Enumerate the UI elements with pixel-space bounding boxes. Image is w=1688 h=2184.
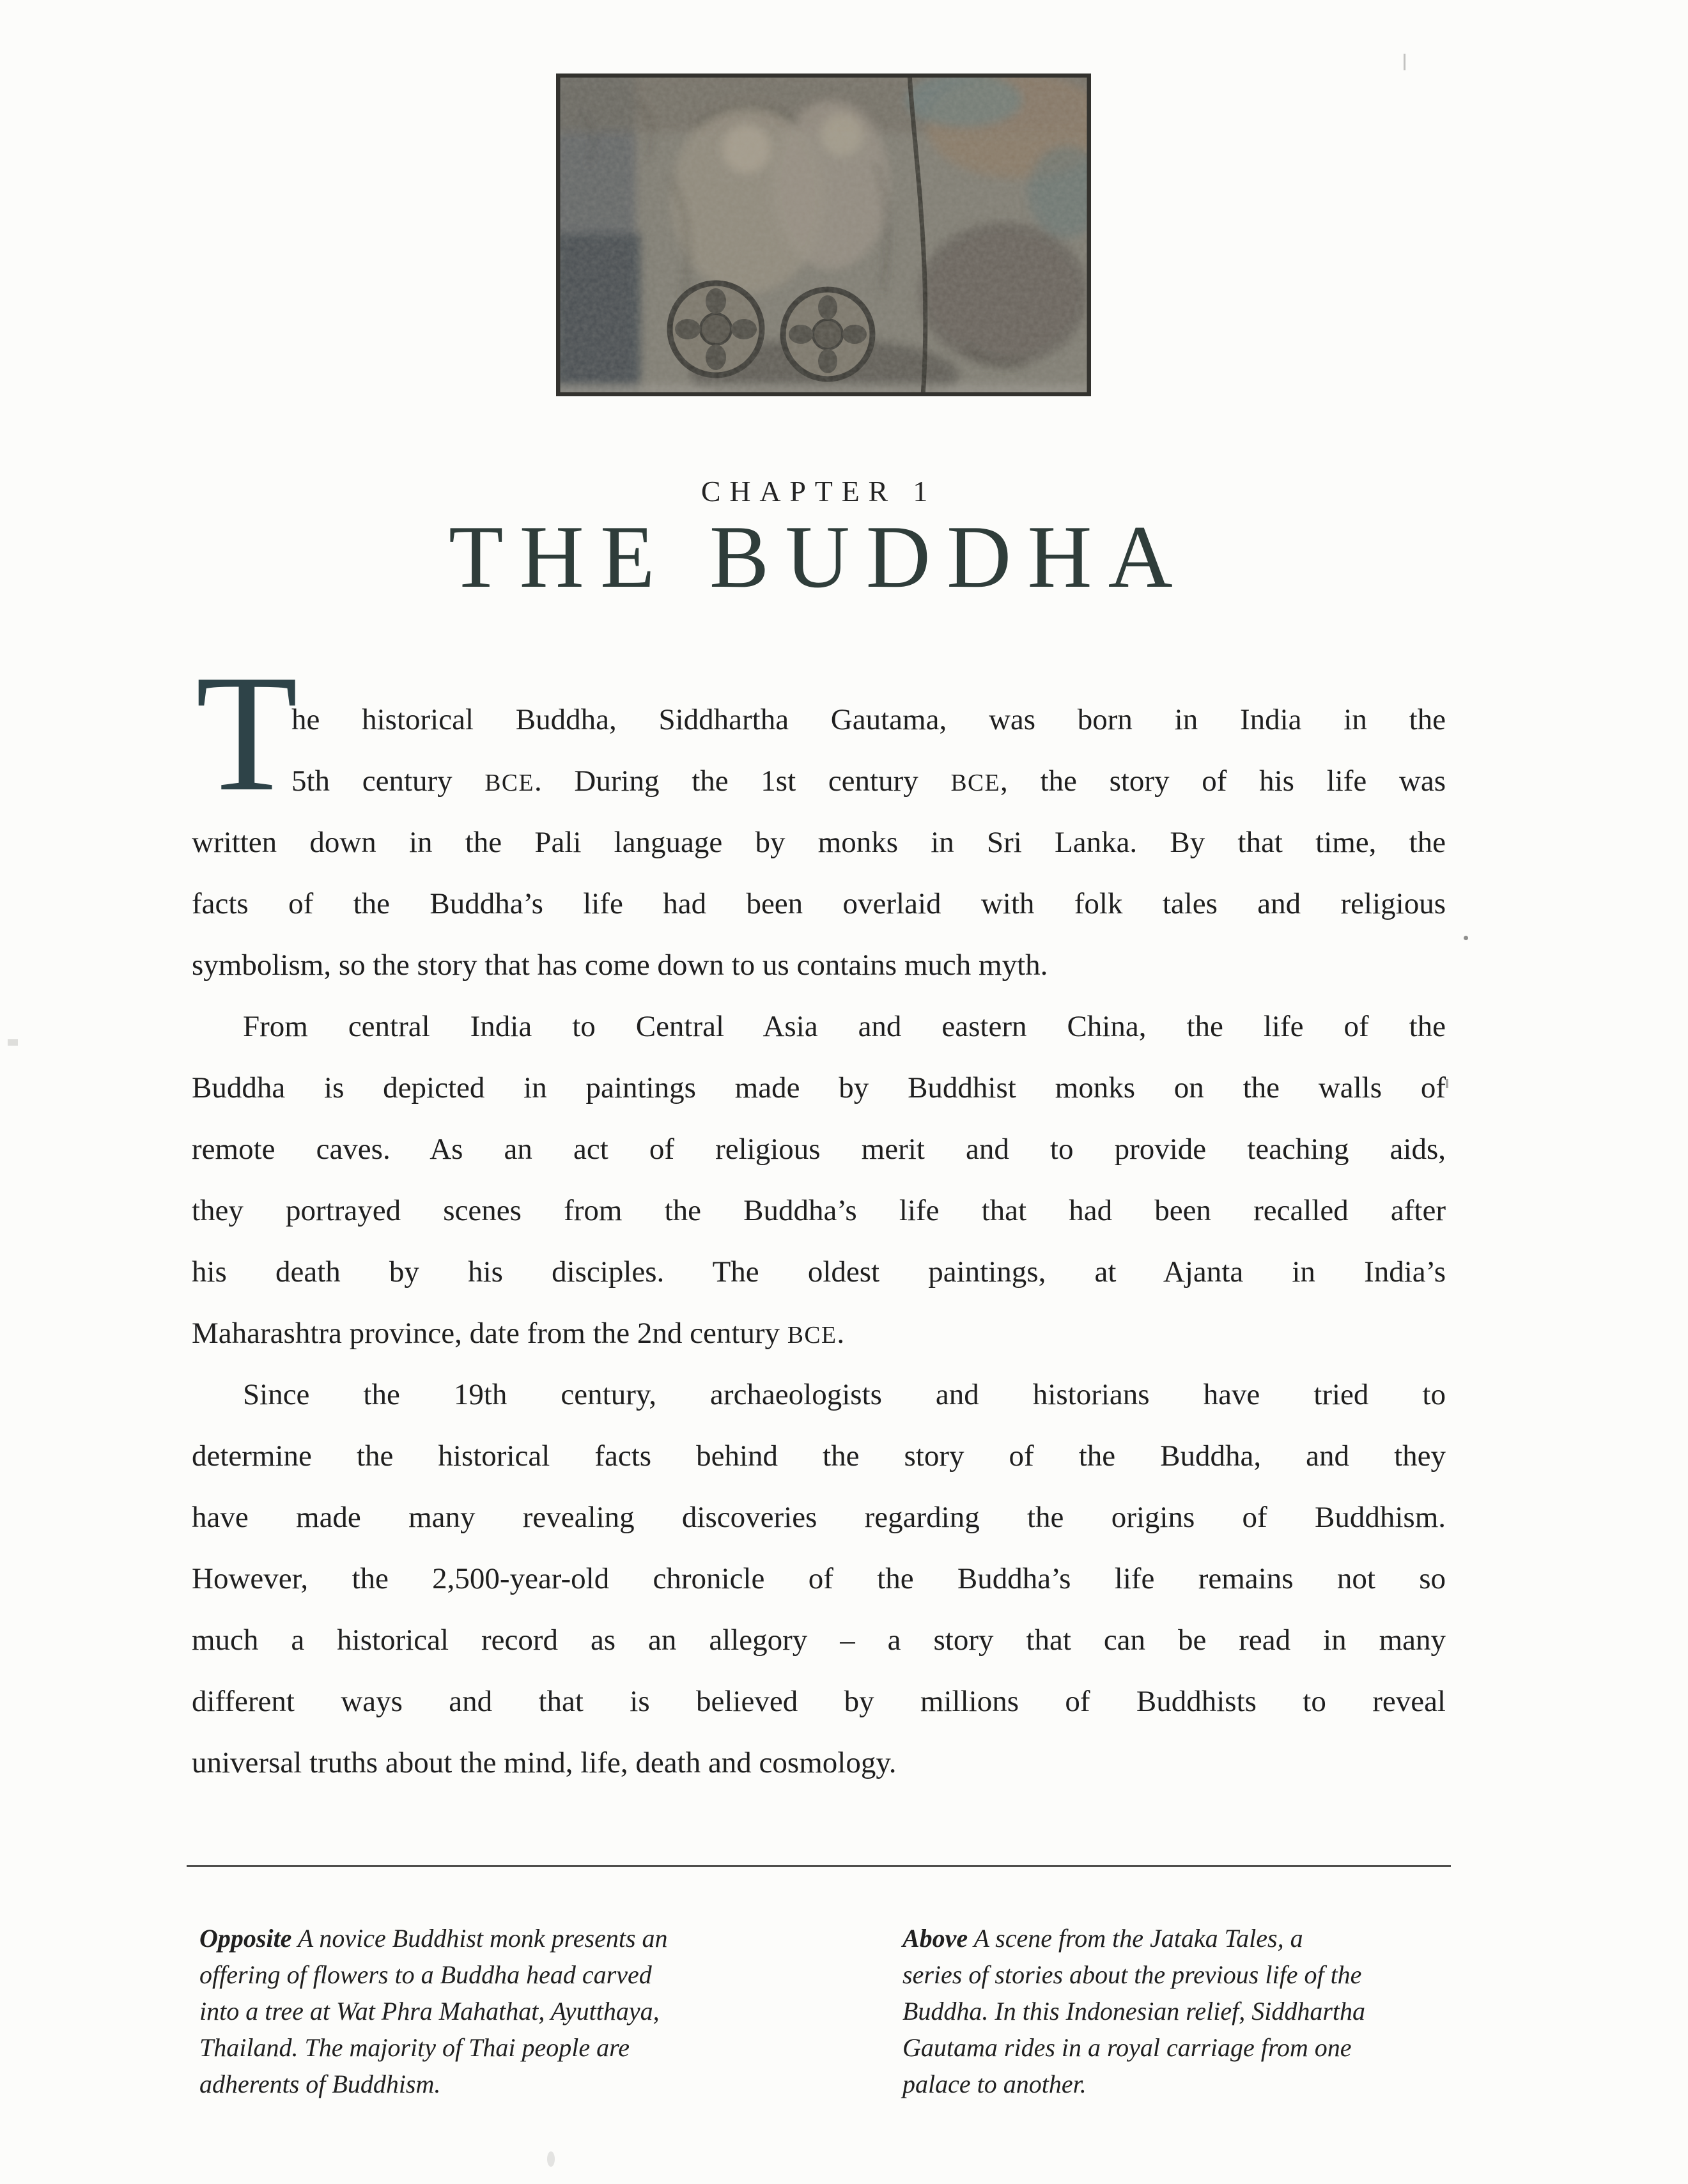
body-line: determine the historical facts behind the story of the Buddha, and they [192, 1439, 1446, 1473]
body-line: different ways and that is believed by millions of Buddhists to reveal [192, 1685, 1446, 1718]
body-line: Buddha is depicted in paintings made by Buddhist monks on the walls of [192, 1071, 1446, 1104]
body-line: symbolism, so the story that has come down to us contains much myth. [192, 949, 1048, 982]
small-caps-bce: BCE [950, 770, 1001, 796]
caption-lead: Opposite [199, 1924, 292, 1953]
caption-line: into a tree at Wat Phra Mahathat, Ayutthaya, [199, 1997, 660, 2025]
scan-artifact [547, 2151, 555, 2167]
chapter-label: CHAPTER 1 [701, 475, 937, 507]
body-line: remote caves. As an act of religious merit and to provide teaching aids, [192, 1133, 1446, 1166]
scan-artifact [1404, 54, 1405, 70]
divider-rule [187, 1865, 1451, 1867]
small-caps-bce: BCE [787, 1322, 837, 1349]
small-caps-bce: BCE [484, 770, 534, 796]
caption-line: offering of flowers to a Buddha head carved [199, 1960, 652, 1989]
caption-line: series of stories about the previous life of the [902, 1960, 1362, 1989]
body-line: 5th century BCE. During the 1st century BCE, the story of his life was [291, 764, 1446, 798]
body-line: have made many revealing discoveries regarding the origins of Buddhism. [192, 1501, 1446, 1534]
scan-artifact [8, 1039, 18, 1046]
body-line: much a historical record as an allegory – a story that can be read in many [192, 1623, 1446, 1657]
caption-above [902, 1920, 1503, 2102]
scan-artifact [1446, 1079, 1448, 1088]
caption-line: Gautama rides in a royal carriage from one [902, 2033, 1352, 2062]
body-line: written down in the Pali language by monks in Sri Lanka. By that time, the [192, 826, 1446, 859]
body-line: Since the 19th century, archaeologists and historians have tried to [243, 1378, 1446, 1411]
caption-opposite [199, 1920, 800, 2102]
caption-line: palace to another. [902, 2070, 1087, 2098]
page-title: THE BUDDHA [448, 507, 1189, 607]
caption-line: Buddha. In this Indonesian relief, Siddhartha [902, 1997, 1366, 2025]
relief-photo-art [556, 74, 1091, 396]
body-text [192, 689, 1446, 1793]
body-line: Maharashtra province, date from the 2nd century BCE. [192, 1317, 845, 1350]
caption-line: adherents of Buddhism. [199, 2070, 441, 2098]
body-line: his death by his disciples. The oldest paintings, at Ajanta in India’s [192, 1255, 1446, 1289]
body-line: universal truths about the mind, life, death and cosmology. [192, 1746, 897, 1779]
scan-artifact [1464, 936, 1468, 940]
body-line: he historical Buddha, Siddhartha Gautama, was born in India in the [291, 703, 1446, 736]
caption-line: Above A scene from the Jataka Tales, a [902, 1924, 1303, 1953]
relief-photo [556, 74, 1091, 396]
caption-line: Opposite A novice Buddhist monk presents an [199, 1924, 668, 1953]
caption-line: Thailand. The majority of Thai people are [199, 2033, 630, 2062]
body-line: they portrayed scenes from the Buddha’s life that had been recalled after [192, 1194, 1446, 1227]
body-line: However, the 2,500-year-old chronicle of the Buddha’s life remains not so [192, 1562, 1446, 1595]
body-line: facts of the Buddha’s life had been overlaid with folk tales and religious [192, 887, 1446, 920]
drop-cap: T [196, 640, 298, 826]
caption-lead: Above [902, 1924, 968, 1953]
body-line: From central India to Central Asia and eastern China, the life of the [243, 1010, 1446, 1043]
